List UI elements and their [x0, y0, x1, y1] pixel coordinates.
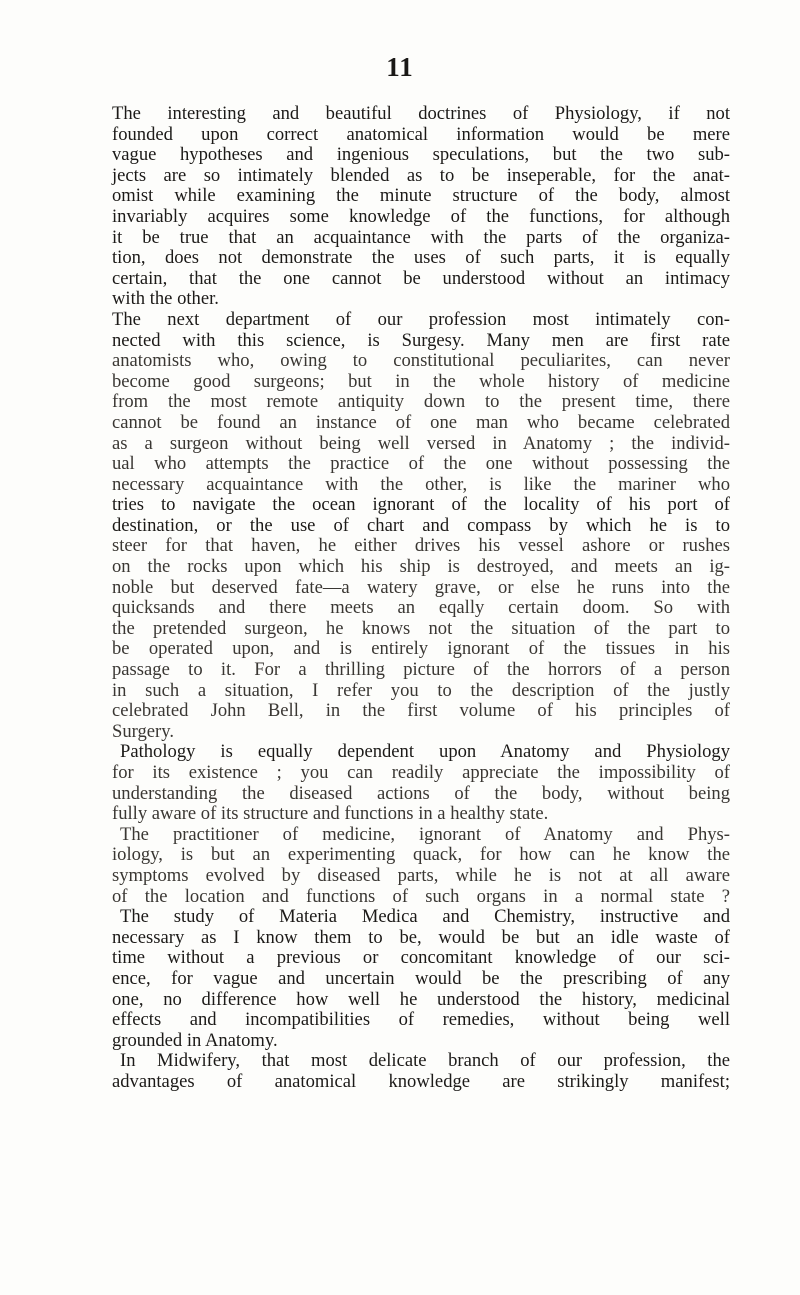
text-line: on the rocks upon which his ship is destroyed, and meets an ig- [112, 556, 730, 578]
text-line: celebrated John Bell, in the first volume of his principles of [112, 700, 730, 722]
text-line: necessary acquaintance with the other, is like the mariner who [112, 473, 730, 495]
text-line: it be true that an acquaintance with the parts of the organiza- [112, 226, 730, 248]
text-line: cannot be found an instance of one man who became celebrated [112, 411, 730, 433]
text-line: founded upon correct anatomical information would be mere [112, 123, 730, 145]
text-line: for its existence ; you can readily appreciate the impossibility of [112, 762, 730, 783]
text-line: vague hypotheses and ingenious speculations, but the two sub- [112, 144, 730, 166]
text-line: invariably acquires some knowledge of the functions, for although [112, 205, 730, 227]
text-line: steer for that haven, he either drives his vessel ashore or rushes [112, 535, 730, 557]
text-line: understanding the diseased actions of the body, without being [112, 782, 730, 804]
page-number: 11 [386, 52, 414, 82]
text-line: from the most remote antiquity down to the present time, there [112, 391, 730, 413]
text-line: The next department of our profession most intimately con- [112, 308, 730, 330]
text-line: In Midwifery, that most delicate branch of our profession, the [120, 1050, 730, 1072]
text-line: Pathology is equally dependent upon Anatomy and Physiology [120, 741, 730, 763]
text-line: passage to it. For a thrilling picture of the horrors of a person [112, 659, 730, 681]
text-line: tion, does not demonstrate the uses of such parts, it is equally [112, 247, 730, 269]
text-line: necessary as I know them to be, would be but an idle waste of [112, 926, 730, 948]
text-line: destination, or the use of chart and compass by which he is to [112, 514, 730, 536]
text-line: ence, for vague and uncertain would be the prescribing of any [112, 967, 730, 989]
text-line: advantages of anatomical knowledge are strikingly manifest; [112, 1070, 730, 1092]
text-line: effects and incompatibilities of remedies, without being well [112, 1009, 730, 1031]
text-line: quicksands and there meets an eqally certain doom. So with [112, 597, 730, 619]
text-line: certain, that the one cannot be understood without an intimacy [112, 267, 730, 289]
text-line: The practitioner of medicine, ignorant of Anatomy and Phys- [120, 823, 730, 845]
text-line: of the location and functions of such organs in a normal state ? [112, 885, 730, 907]
text-line: omist while examining the minute structure of the body, almost [112, 185, 730, 207]
text-line: as a surgeon without being well versed in Anatomy ; the individ- [112, 432, 730, 454]
text-line: anatomists who, owing to constitutional peculiarites, can never [112, 350, 730, 372]
text-line: tries to navigate the ocean ignorant of the locality of his port of [112, 494, 730, 516]
text-line: The interesting and beautiful doctrines of Physiology, if not [112, 103, 730, 124]
text-line: grounded in Anatomy. [112, 1029, 278, 1051]
text-line: the pretended surgeon, he knows not the situation of the part to [112, 617, 730, 639]
text-line: iology, is but an experimenting quack, for how can he know the [112, 844, 730, 866]
text-line: nected with this science, is Surgesy. Many men are first rate [112, 329, 730, 351]
text-line: time without a previous or concomitant knowledge of our sci- [112, 947, 730, 969]
text-line: one, no difference how well he understood the history, medicinal [112, 988, 730, 1010]
text-line: in such a situation, I refer you to the description of the justly [112, 679, 730, 701]
text-line: fully aware of its structure and functions in a healthy state. [112, 803, 549, 825]
text-line: with the other. [112, 288, 219, 310]
text-line: Surgery. [112, 720, 174, 742]
body-text [112, 104, 730, 1093]
text-line: noble but deserved fate—a watery grave, or else he runs into the [112, 576, 730, 598]
text-line: ual who attempts the practice of the one without possessing the [112, 453, 730, 475]
text-line: The study of Materia Medica and Chemistry, instructive and [120, 906, 730, 928]
text-line: become good surgeons; but in the whole history of medicine [112, 370, 730, 392]
text-line: symptoms evolved by diseased parts, while he is not at all aware [112, 864, 730, 886]
text-line: be operated upon, and is entirely ignorant of the tissues in his [112, 638, 730, 660]
text-line: jects are so intimately blended as to be inseperable, for the anat- [112, 164, 730, 186]
